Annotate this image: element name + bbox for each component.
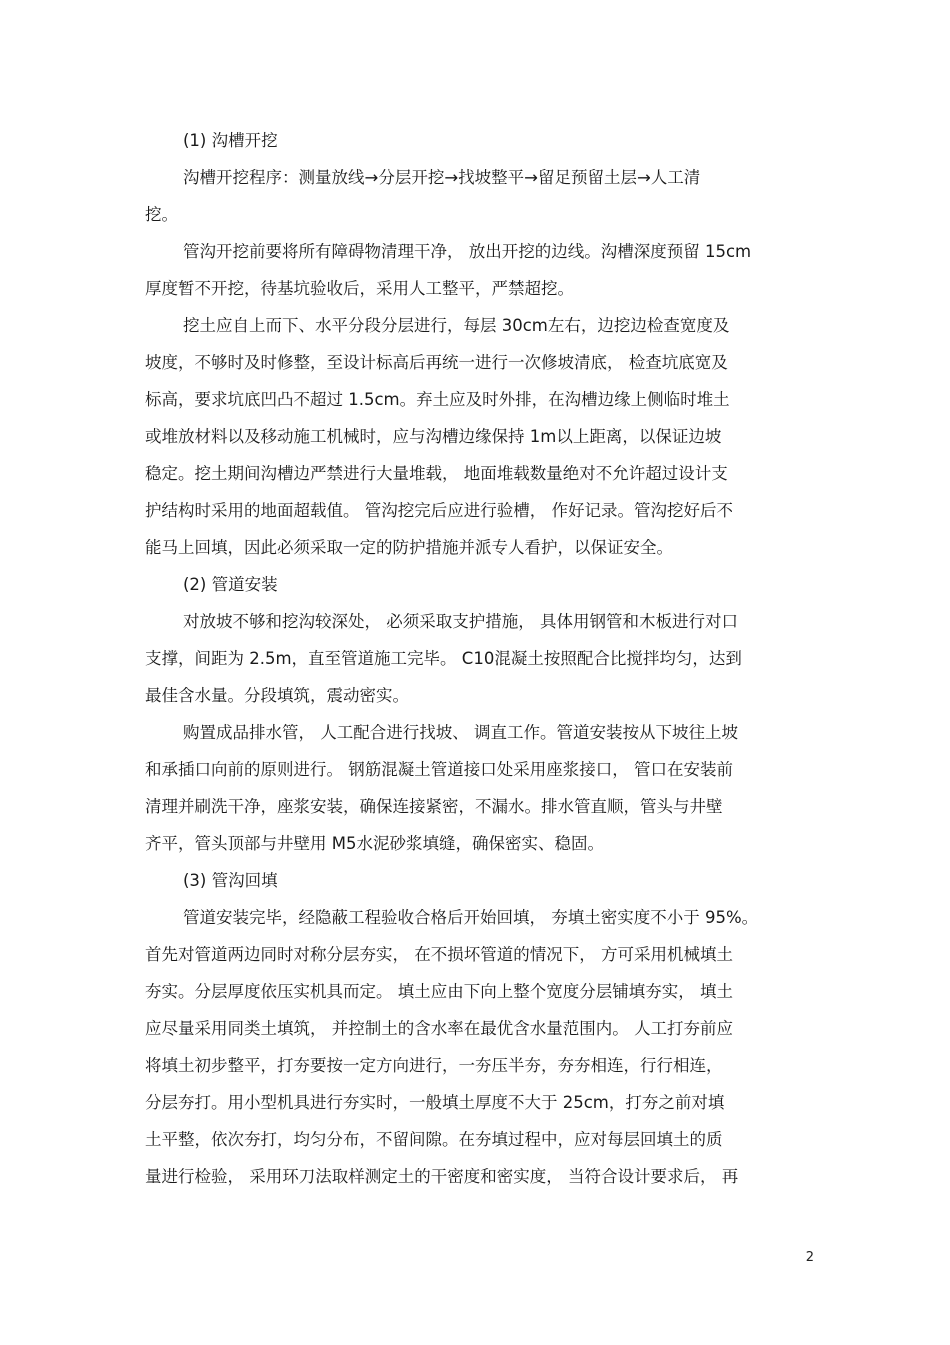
text-line: 厚度暂不开挖，待基坑验收后，采用人工整平，严禁超挖。 <box>145 279 574 298</box>
text-line: 坡度，不够时及时修整，至设计标高后再统一进行一次修坡清底， 检查坑底宽及 <box>145 353 728 372</box>
text-line: 对放坡不够和挖沟较深处， 必须采取支护措施， 具体用钢管和木板进行对口 <box>183 612 738 631</box>
text-line: 量进行检验， 采用环刀法取样测定土的干密度和密实度， 当符合设计要求后， 再 <box>145 1167 739 1186</box>
text-line: 稳定。挖土期间沟槽边严禁进行大量堆载， 地面堆载数量绝对不允许超过设计支 <box>145 464 728 483</box>
text-line: 齐平，管头顶部与井壁用 M5水泥砂浆填缝，确保密实、稳固。 <box>145 834 604 853</box>
text-line: 和承插口向前的原则进行。 钢筋混凝土管道接口处采用座浆接口， 管口在安装前 <box>145 760 733 779</box>
text-line: 挖。 <box>145 205 178 224</box>
text-line: 护结构时采用的地面超载值。 管沟挖完后应进行验槽， 作好记录。管沟挖好后不 <box>145 501 733 520</box>
text-line: 首先对管道两边同时对称分层夯实， 在不损坏管道的情况下， 方可采用机械填土 <box>145 945 733 964</box>
text-line: (3) 管沟回填 <box>183 871 278 890</box>
text-line: 购置成品排水管， 人工配合进行找坡、 调直工作。管道安装按从下坡往上坡 <box>183 723 738 742</box>
text-line: 土平整，依次夯打，均匀分布，不留间隙。在夯填过程中，应对每层回填土的质 <box>145 1130 723 1149</box>
text-line: 挖土应自上而下、水平分段分层进行，每层 30cm左右，边挖边检查宽度及 <box>183 316 730 335</box>
document-body <box>145 122 813 1195</box>
text-line: 支撑，间距为 2.5m，直至管道施工完毕。 C10混凝土按照配合比搅拌均匀，达到 <box>145 649 742 668</box>
text-line: 管沟开挖前要将所有障碍物清理干净， 放出开挖的边线。沟槽深度预留 15cm <box>183 242 752 261</box>
text-line: 将填土初步整平，打夯要按一定方向进行，一夯压半夯，夯夯相连，行行相连， <box>145 1056 723 1075</box>
text-line: 夯实。分层厚度依压实机具而定。 填土应由下向上整个宽度分层铺填夯实， 填土 <box>145 982 733 1001</box>
text-line: 沟槽开挖程序：测量放线→分层开挖→找坡整平→留足预留土层→人工清 <box>183 168 701 187</box>
text-line: 应尽量采用同类土填筑， 并控制土的含水率在最优含水量范围内。 人工打夯前应 <box>145 1019 733 1038</box>
text-line: 分层夯打。用小型机具进行夯实时，一般填土厚度不大于 25cm，打夯之前对填 <box>145 1093 725 1112</box>
text-line: 清理并刷洗干净，座浆安装，确保连接紧密，不漏水。排水管直顺，管头与井壁 <box>145 797 723 816</box>
text-line: (2) 管道安装 <box>183 575 278 594</box>
text-line: 管道安装完毕，经隐蔽工程验收合格后开始回填， 夯填土密实度不小于 95%。 <box>183 908 759 927</box>
text-line: 标高，要求坑底凹凸不超过 1.5cm。弃土应及时外排，在沟槽边缘上侧临时堆土 <box>145 390 730 409</box>
text-line: (1) 沟槽开挖 <box>183 131 278 150</box>
page-number: 2 <box>805 1250 814 1265</box>
text-line: 或堆放材料以及移动施工机械时，应与沟槽边缘保持 1m以上距离，以保证边坡 <box>145 427 722 446</box>
text-line: 最佳含水量。分段填筑，震动密实。 <box>145 686 409 705</box>
text-line: 能马上回填，因此必须采取一定的防护措施并派专人看护，以保证安全。 <box>145 538 673 557</box>
